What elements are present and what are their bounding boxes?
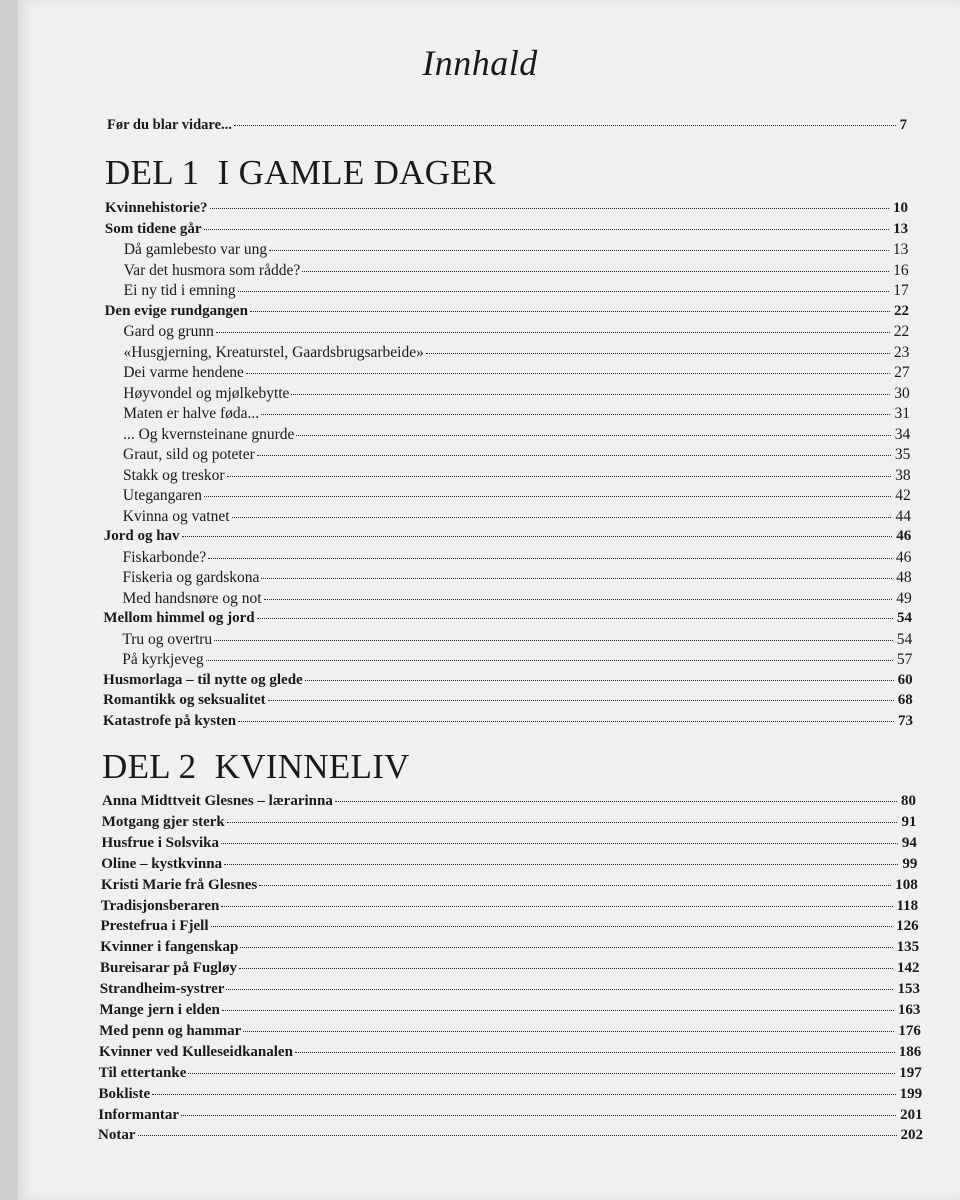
- toc-entry[interactable]: [101, 877, 918, 894]
- dot-leader: [234, 125, 896, 126]
- toc-entry-label: Kvinna og vatnet: [122, 507, 230, 525]
- toc-entry-page: 108: [895, 876, 918, 893]
- toc-entry-page: 94: [901, 834, 917, 851]
- toc-entry[interactable]: [123, 426, 910, 444]
- toc-entry[interactable]: [123, 405, 910, 423]
- toc-entry-label: Til ettertanke: [98, 1064, 187, 1081]
- dot-leader: [221, 906, 892, 907]
- toc-entry-page: 73: [898, 712, 913, 729]
- dot-leader: [232, 517, 892, 518]
- toc-entry[interactable]: [105, 221, 908, 238]
- dot-leader: [221, 843, 898, 844]
- toc-entry-label: Som tidene går: [104, 220, 202, 237]
- toc-entry-page: 197: [899, 1064, 922, 1081]
- toc-entry-label: Stakk og treskor: [122, 466, 225, 484]
- toc-entry-page: 142: [897, 960, 920, 977]
- toc-entry-page: 38: [895, 466, 911, 484]
- toc-entry[interactable]: [123, 508, 911, 526]
- toc-entry-page: 34: [894, 425, 911, 443]
- dot-leader: [208, 558, 892, 559]
- toc-entry-page: 199: [899, 1085, 923, 1102]
- toc-entry-page: 202: [900, 1127, 923, 1144]
- toc-entry-page: 60: [897, 671, 913, 688]
- toc-entry-page: 163: [897, 1002, 921, 1018]
- toc-entry[interactable]: [105, 303, 909, 320]
- toc-entry-label: Kristi Marie frå Glesnes: [101, 876, 258, 893]
- toc-entry-label: Med penn og hammar: [99, 1022, 242, 1039]
- toc-entry-page: 30: [894, 384, 910, 402]
- toc-entry-page: 153: [897, 981, 920, 998]
- toc-entry-label: Den evige rundgangen: [104, 302, 248, 319]
- toc-entry-label: Maten er halve føda...: [123, 405, 260, 422]
- toc-entry-label: Kvinner ved Kulleseidkanalen: [99, 1043, 293, 1060]
- toc-entry[interactable]: [123, 364, 909, 382]
- dot-leader: [227, 476, 892, 477]
- toc-entry[interactable]: [99, 1044, 921, 1061]
- toc-entry-page: 68: [897, 692, 913, 708]
- toc-entry[interactable]: [123, 569, 912, 587]
- toc-entry-page: 46: [896, 528, 912, 544]
- toc-entry-label: Fiskeria og gardskona: [122, 569, 260, 586]
- dot-leader: [152, 1094, 895, 1095]
- dot-leader: [216, 332, 890, 333]
- toc-entry-label: Prestefrua i Fjell: [100, 918, 209, 935]
- dot-leader: [257, 618, 893, 619]
- dot-leader: [259, 885, 891, 886]
- toc-entry-page: 13: [893, 220, 909, 237]
- toc-entry-label: Bureisarar på Fugløy: [100, 960, 237, 977]
- toc-entry-page: 22: [893, 302, 909, 319]
- toc-entry-label: Mellom himmel og jord: [103, 610, 255, 626]
- dot-leader: [295, 1052, 895, 1053]
- toc-entry-label: Utegangaren: [122, 487, 203, 504]
- toc-entry[interactable]: [98, 1127, 923, 1144]
- dot-leader: [335, 801, 897, 802]
- toc-entry-label: Med handsnøre og not: [122, 589, 262, 607]
- toc-entry-label: Oline – kystkvinna: [101, 855, 223, 872]
- dot-leader: [182, 536, 893, 537]
- toc-entry-label: Notar: [98, 1127, 136, 1144]
- toc-entry[interactable]: [103, 672, 912, 689]
- dot-leader: [264, 599, 893, 600]
- toc-entry[interactable]: [101, 898, 918, 915]
- toc-entry[interactable]: [102, 835, 917, 852]
- dot-leader: [181, 1115, 896, 1116]
- dot-leader: [210, 208, 889, 209]
- toc-entry[interactable]: [105, 200, 908, 217]
- toc-entry-label: Før du blar vidare...: [107, 117, 232, 133]
- toc-entry-page: 7: [899, 117, 907, 133]
- toc-entry-page: 48: [896, 569, 912, 586]
- toc-entry-label: Romantikk og seksualitet: [103, 692, 266, 708]
- toc-entry-page: 186: [898, 1043, 922, 1060]
- dot-leader: [305, 680, 894, 681]
- toc-entry-page: 27: [894, 364, 910, 381]
- dot-leader: [261, 414, 890, 415]
- dot-leader: [296, 435, 890, 436]
- page-title: Innhald: [422, 43, 538, 83]
- dot-leader: [302, 271, 889, 272]
- dot-leader: [239, 968, 893, 969]
- toc-entry[interactable]: [123, 385, 910, 403]
- dot-leader: [206, 660, 893, 661]
- toc-entry-label: Tru og overtru: [122, 630, 213, 648]
- dot-leader: [268, 700, 894, 701]
- dot-leader: [226, 989, 893, 990]
- toc-entry-label: På kyrkjeveg: [122, 651, 204, 668]
- toc-entry[interactable]: [124, 323, 910, 341]
- toc-entry[interactable]: [100, 960, 920, 977]
- dot-leader: [291, 394, 890, 395]
- toc-entry[interactable]: [99, 1023, 921, 1040]
- toc-entry-label: Då gamlebesto var ung: [123, 241, 268, 258]
- toc-entry-page: 10: [893, 200, 908, 216]
- toc-entry-label: Katastrofe på kysten: [103, 712, 237, 729]
- dot-leader: [426, 353, 890, 354]
- toc-entry-intro[interactable]: [107, 117, 907, 134]
- toc-entry[interactable]: [123, 549, 912, 567]
- toc-entry-page: 201: [900, 1106, 923, 1123]
- toc-entry[interactable]: [98, 1107, 922, 1124]
- toc-entry[interactable]: [100, 981, 920, 998]
- toc-entry-label: Husmorlaga – til nytte og glede: [103, 671, 303, 688]
- section-heading-del1: DEL 1 I GAMLE DAGER: [105, 153, 496, 192]
- toc-entry-page: 54: [896, 630, 913, 648]
- toc-entry[interactable]: [124, 241, 909, 259]
- toc-entry-label: Graut, sild og poteter: [123, 446, 255, 463]
- toc-entry[interactable]: [103, 692, 913, 709]
- toc-entry-page: 44: [895, 507, 911, 525]
- toc-entry-label: Fiskarbonde?: [122, 548, 207, 566]
- toc-entry[interactable]: [123, 446, 910, 464]
- toc-entry-page: 16: [893, 261, 909, 279]
- toc-entry[interactable]: [124, 262, 909, 280]
- dot-leader: [204, 229, 890, 230]
- toc-entry-label: Bokliste: [98, 1085, 151, 1102]
- toc-entry[interactable]: [102, 814, 917, 831]
- toc-entry-label: Mange jern i elden: [99, 1002, 220, 1018]
- toc-entry[interactable]: [99, 1086, 923, 1103]
- dot-leader: [188, 1073, 895, 1074]
- toc-entry-page: 99: [902, 855, 918, 872]
- toc-entry-label: Dei varme hendene: [123, 364, 244, 381]
- dot-leader: [246, 373, 890, 374]
- dot-leader: [269, 250, 889, 251]
- toc-entry-page: 35: [894, 446, 911, 463]
- section-heading-del2: DEL 2 KVINNELIV: [102, 747, 410, 786]
- toc-entry-label: Høyvondel og mjølkebytte: [123, 384, 290, 402]
- toc-entry[interactable]: [104, 528, 911, 545]
- toc-entry[interactable]: [100, 1002, 921, 1019]
- toc-entry-page: 42: [895, 487, 911, 504]
- toc-entry-page: 46: [895, 548, 912, 566]
- toc-entry[interactable]: [100, 939, 919, 956]
- toc-entry[interactable]: [101, 856, 917, 873]
- toc-entry-page: 23: [893, 343, 910, 361]
- toc-entry-page: 176: [898, 1022, 921, 1039]
- toc-entry-label: Gard og grunn: [123, 323, 214, 340]
- toc-entry-page: 31: [894, 405, 910, 422]
- dot-leader: [214, 640, 893, 641]
- toc-entry-label: ... Og kvernsteinane gnurde: [123, 425, 295, 443]
- toc-entry[interactable]: [123, 487, 911, 505]
- dot-leader: [227, 822, 898, 823]
- toc-entry[interactable]: [122, 631, 912, 649]
- toc-entry-label: Kvinner i fangenskap: [100, 939, 239, 956]
- dot-leader: [211, 926, 893, 927]
- dot-leader: [238, 291, 890, 292]
- toc-entry-label: «Husgjerning, Kreaturstel, Gaardsbrugsarbeide»: [123, 343, 424, 361]
- toc-entry[interactable]: [122, 590, 911, 608]
- toc-entry-label: Anna Midttveit Glesnes – lærarinna: [102, 793, 333, 809]
- toc-entry-page: 80: [901, 793, 916, 809]
- toc-entry-page: 91: [901, 813, 917, 830]
- dot-leader: [243, 1031, 894, 1032]
- toc-entry[interactable]: [102, 793, 916, 810]
- toc-entry-label: Ei ny tid i emning: [123, 282, 236, 299]
- toc-entry-page: 49: [896, 589, 912, 607]
- dot-leader: [240, 947, 892, 948]
- toc-entry-page: 57: [896, 651, 913, 668]
- dot-leader: [138, 1135, 897, 1136]
- dot-leader: [257, 455, 891, 456]
- dot-leader: [222, 1010, 894, 1011]
- toc-entry-page: 54: [896, 610, 912, 626]
- toc-entry-page: 22: [893, 323, 910, 340]
- toc-entry-label: Husfrue i Solsvika: [101, 834, 220, 851]
- toc-entry-label: Informantar: [98, 1106, 180, 1123]
- toc-entry-label: Tradisjonsberaren: [100, 897, 220, 914]
- toc-entry-page: 13: [892, 241, 909, 258]
- toc-entry[interactable]: [123, 344, 909, 362]
- toc-entry[interactable]: [101, 918, 919, 935]
- toc-entry-page: 126: [896, 918, 919, 935]
- toc-entry[interactable]: [103, 713, 913, 730]
- toc-entry-label: Kvinnehistorie?: [105, 200, 208, 216]
- dot-leader: [261, 578, 892, 579]
- toc-entry[interactable]: [122, 651, 912, 669]
- toc-entry-page: 17: [893, 282, 909, 299]
- dot-leader: [250, 311, 890, 312]
- toc-entry[interactable]: [103, 610, 912, 627]
- toc-entry[interactable]: [124, 282, 909, 300]
- toc-entry[interactable]: [123, 467, 911, 485]
- dot-leader: [204, 496, 891, 497]
- dot-leader: [238, 721, 894, 722]
- toc-entry-page: 135: [896, 939, 920, 956]
- toc-entry-label: Strandheim-systrer: [99, 981, 225, 998]
- toc-entry-label: Var det husmora som rådde?: [123, 261, 301, 279]
- toc-entry[interactable]: [99, 1065, 922, 1082]
- toc-entry-label: Jord og hav: [103, 528, 180, 544]
- toc-entry-page: 118: [896, 897, 919, 914]
- dot-leader: [224, 864, 898, 865]
- toc-entry-label: Motgang gjer sterk: [101, 813, 225, 830]
